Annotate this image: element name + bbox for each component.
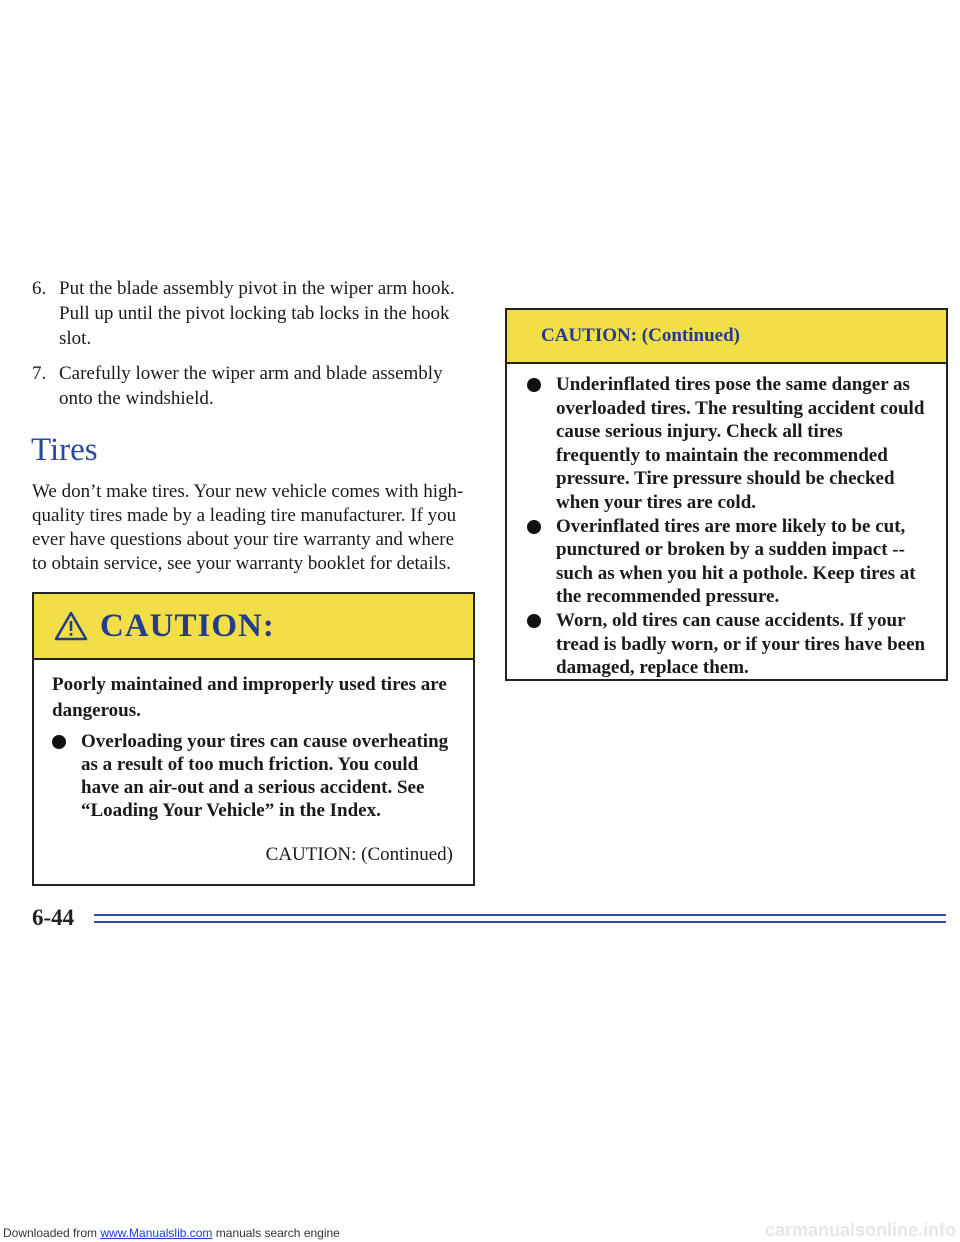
caution-bullet — [52, 730, 455, 822]
bullet-dot-icon — [52, 735, 66, 749]
download-suffix: manuals search engine — [212, 1226, 340, 1240]
caution-box-right — [505, 308, 948, 681]
warning-triangle-icon — [54, 611, 88, 641]
caution-header — [34, 594, 473, 660]
bullet-dot-icon — [527, 520, 541, 534]
caution-continued-label: CAUTION: (Continued) — [265, 844, 453, 865]
caution-header: CAUTION: (Continued) — [507, 310, 946, 364]
caution-body — [34, 660, 473, 822]
caution-title: CAUTION: — [100, 607, 275, 644]
page-number: 6-44 — [32, 905, 75, 930]
footer-rule — [94, 914, 946, 916]
caution-bullet — [527, 515, 928, 609]
bullet-text: Overinflated tires are more likely to be cut, punctured or broken by a sudden impact -- such as when you hit a pothole. Keep tires at the recommended pressure. — [556, 515, 916, 608]
bullet-text: Overloading your tires can cause overheating as a result of too much friction. You could have an air-out and a serious accident. See “Loading Your Vehicle” in the Index. — [81, 731, 449, 821]
bullet-dot-icon — [527, 614, 541, 628]
caution-bullet — [527, 609, 928, 680]
manualslib-link[interactable]: www.Manualslib.com — [100, 1226, 213, 1240]
section-heading: Tires — [31, 432, 98, 468]
bullet-text: Worn, old tires can cause accidents. If your tread is badly worn, or if your tires have been damaged, replace them. — [556, 609, 926, 679]
watermark: carmanualsonline.info — [764, 1220, 956, 1240]
step-number: 7. — [32, 363, 47, 384]
wiper-steps-list — [32, 276, 472, 421]
footer-rule — [94, 921, 946, 923]
caution-bullet — [527, 373, 928, 515]
step-number: 6. — [32, 278, 47, 299]
caution-body — [507, 364, 946, 680]
section-intro: We don’t make tires. Your new vehicle comes with high-quality tires made by a leading tire manufacturer. If you ever have questions about your tire warranty and where to obtain service, see your warranty booklet for details. — [32, 481, 464, 574]
step-text: Put the blade assembly pivot in the wiper arm hook. Pull up until the pivot locking tab locks in the hook slot. — [59, 278, 455, 349]
download-prefix: Downloaded from — [3, 1226, 101, 1240]
bullet-text: Underinflated tires pose the same danger as overloaded tires. The resulting accident could cause serious injury. Check all tires frequently to maintain the recommended pressure. Tire pressure should be checked when your tires are cold. — [556, 374, 925, 513]
step-text: Carefully lower the wiper arm and blade assembly onto the windshield. — [59, 363, 443, 409]
caution-lead: Poorly maintained and improperly used tires are dangerous. — [52, 674, 447, 721]
bullet-dot-icon — [527, 378, 541, 392]
download-notice — [3, 1226, 340, 1240]
caution-box-left — [32, 592, 475, 886]
step-item — [32, 276, 472, 351]
step-item — [32, 361, 472, 411]
